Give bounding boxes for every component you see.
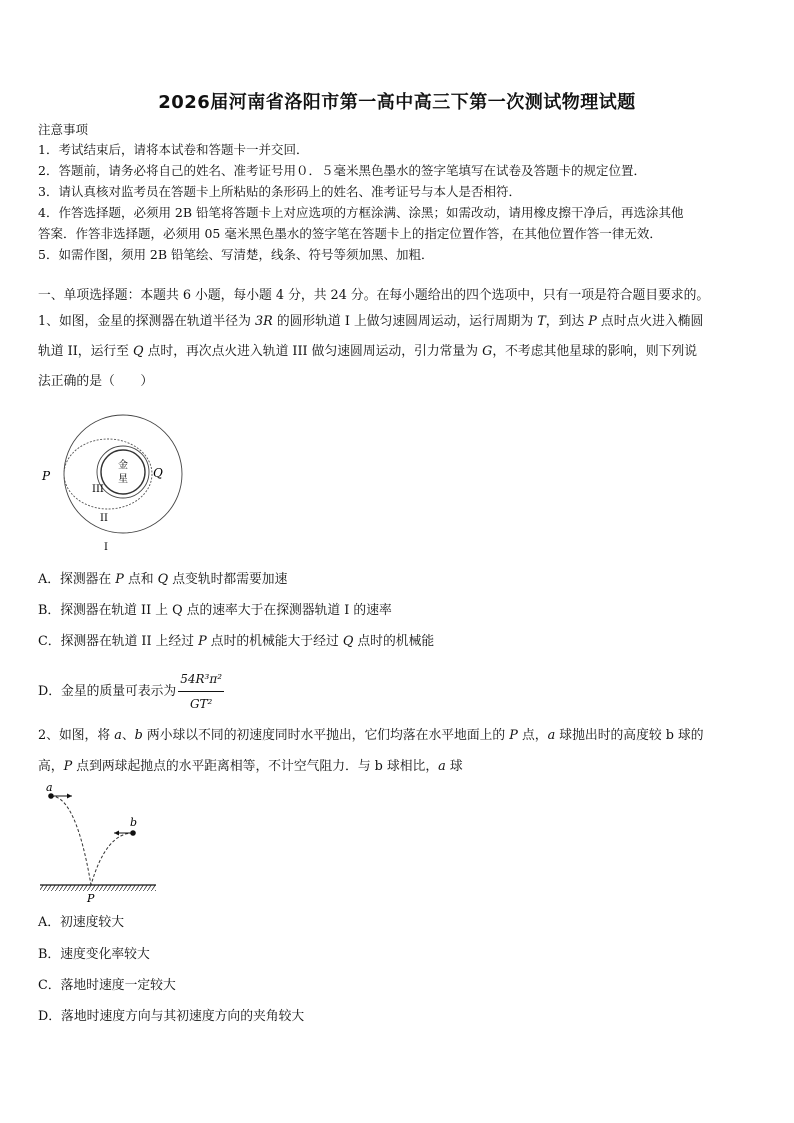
venus-planet [101,450,145,494]
velocity-arrowhead-a [67,794,72,799]
orbit-III-label: III [92,484,104,495]
q2-option-C: C．落地时速度一定较大 [38,978,176,993]
q1-option-text: A．探测器在 [38,572,116,587]
q1-text: ，不考虑其他星球的影响，则下列说 [492,344,698,359]
page-title: 2026届河南省洛阳市第一高中高三下第一次测试物理试题 [158,92,636,113]
q2-text: 球 [445,759,463,774]
q1-option-C [38,633,758,651]
q2-text: 点到两球起抛点的水平距离相等，不计空气阻力．与 b 球相比， [72,759,439,774]
velocity-arrowhead-b [114,831,119,836]
q2-option-B: B．速度变化率较大 [38,947,150,962]
notice-item-4: 4．作答选择题，必须用 2B 铅笔将答题卡上对应选项的方框涂满、涂黑；如需改动，请用橡皮擦干净后，再选涂其他 [38,205,684,220]
notice-item-1: 1．考试结束后，请将本试卷和答题卡一并交回． [38,142,309,157]
q1-option-D [38,668,758,715]
q1-var: P [588,314,597,329]
q2-text: 高， [38,759,64,774]
orbit-I-label: I [104,542,108,553]
q1-stem-line-1 [38,313,758,331]
ball-b [130,830,136,836]
q1-text: 轨道 II，运行至 [38,344,134,359]
trajectory-a [51,796,91,885]
q1-stem-line-3: 法正确的是（ ） [38,374,154,389]
q1-stem-line-2 [38,343,758,361]
q1-option-text: 点时的机械能大于经过 [206,634,343,649]
q2-stem-line-1 [38,727,758,745]
notice-heading: 注意事项 [38,122,89,137]
q1-var: 3R [254,314,273,329]
q1-var: Q [133,344,144,359]
q1-text: ，到达 [545,314,589,329]
q2-stem-line-2 [38,758,758,776]
q2-text: 球抛出时的高度较 b 球的 [555,728,704,743]
point-P-label: P [42,469,51,483]
notice-item-4-cont: 答案．作答非选择题，必须用 05 毫米黑色墨水的签字笔在答题卡上的指定位置作答，在其他位置作答一律无效． [38,226,662,241]
projectile-diagram [36,782,160,906]
q1-option-text: 点和 [123,572,158,587]
q1-option-text: C．探测器在轨道 II 上经过 [38,634,199,649]
orbit-diagram [36,410,196,560]
q2-var: a [547,728,556,743]
formula-numerator: 54R³π² [178,668,224,692]
notice-item-5: 5．如需作图，须用 2B 铅笔绘、写清楚，线条、符号等须加黑、加粗． [38,247,434,262]
q2-text: 2、如图，将 [38,728,115,743]
q1-text: 点时点火进入椭圆 [596,314,704,329]
trajectory-b [91,833,133,885]
q1-var: P [198,634,207,649]
mass-formula [178,668,224,715]
q1-option-A [38,571,758,589]
q1-option-B: B．探测器在轨道 II 上 Q 点的速率大于在探测器轨道 I 的速率 [38,603,392,618]
q1-text: 1、如图，金星的探测器在轨道半径为 [38,314,255,329]
q1-var: Q [157,572,169,587]
point-Q-label: Q [153,466,163,480]
q1-option-text: D．金星的质量可表示为 [38,684,177,699]
point-P-label: P [87,892,95,905]
q1-option-text: 点变轨时都需要加速 [168,572,288,587]
orbit-II-label: II [100,513,108,524]
q2-var: P [63,759,73,774]
formula-denominator: GT² [189,697,213,711]
ground-hatch [40,885,156,891]
q1-var: G [482,344,493,359]
q2-option-A: A．初速度较大 [38,915,125,930]
q2-text: 两小球以不同的初速度同时水平抛出，它们均落在水平地面上的 [142,728,510,743]
ball-a-label: a [46,782,53,794]
planet-label-2: 星 [118,474,128,485]
q2-var: a [114,728,122,743]
planet-label-1: 金 [118,460,128,471]
ball-a [48,793,54,799]
section-heading: 一、单项选择题：本题共 6 小题，每小题 4 分，共 24 分。在每小题给出的四个选项中，只有一项是符合题目要求的。 [38,288,710,303]
q1-var: P [115,572,124,587]
ball-b-label: b [130,816,138,829]
q2-text: 点， [517,728,548,743]
q1-text: 的圆形轨道 I 上做匀速圆周运动，运行周期为 [272,314,538,329]
q1-option-text: 点时的机械能 [353,634,435,649]
q2-var: a [438,759,446,774]
q2-option-D: D．落地时速度方向与其初速度方向的夹角较大 [38,1009,305,1024]
q1-var: Q [342,634,354,649]
notice-item-2: 2．答题前，请务必将自己的姓名、准考证号用０．５毫米黑色墨水的签字笔填写在试卷及答题卡的规定位置． [38,163,646,178]
notice-item-3: 3．请认真核对监考员在答题卡上所粘贴的条形码上的姓名、准考证号与本人是否相符． [38,184,521,199]
q2-var: b [134,728,143,743]
q2-text: 、 [121,728,135,743]
q1-text: 点时，再次点火进入轨道 III 做匀速圆周运动，引力常量为 [143,344,483,359]
q1-var: T [537,314,546,329]
q2-var: P [509,728,518,743]
